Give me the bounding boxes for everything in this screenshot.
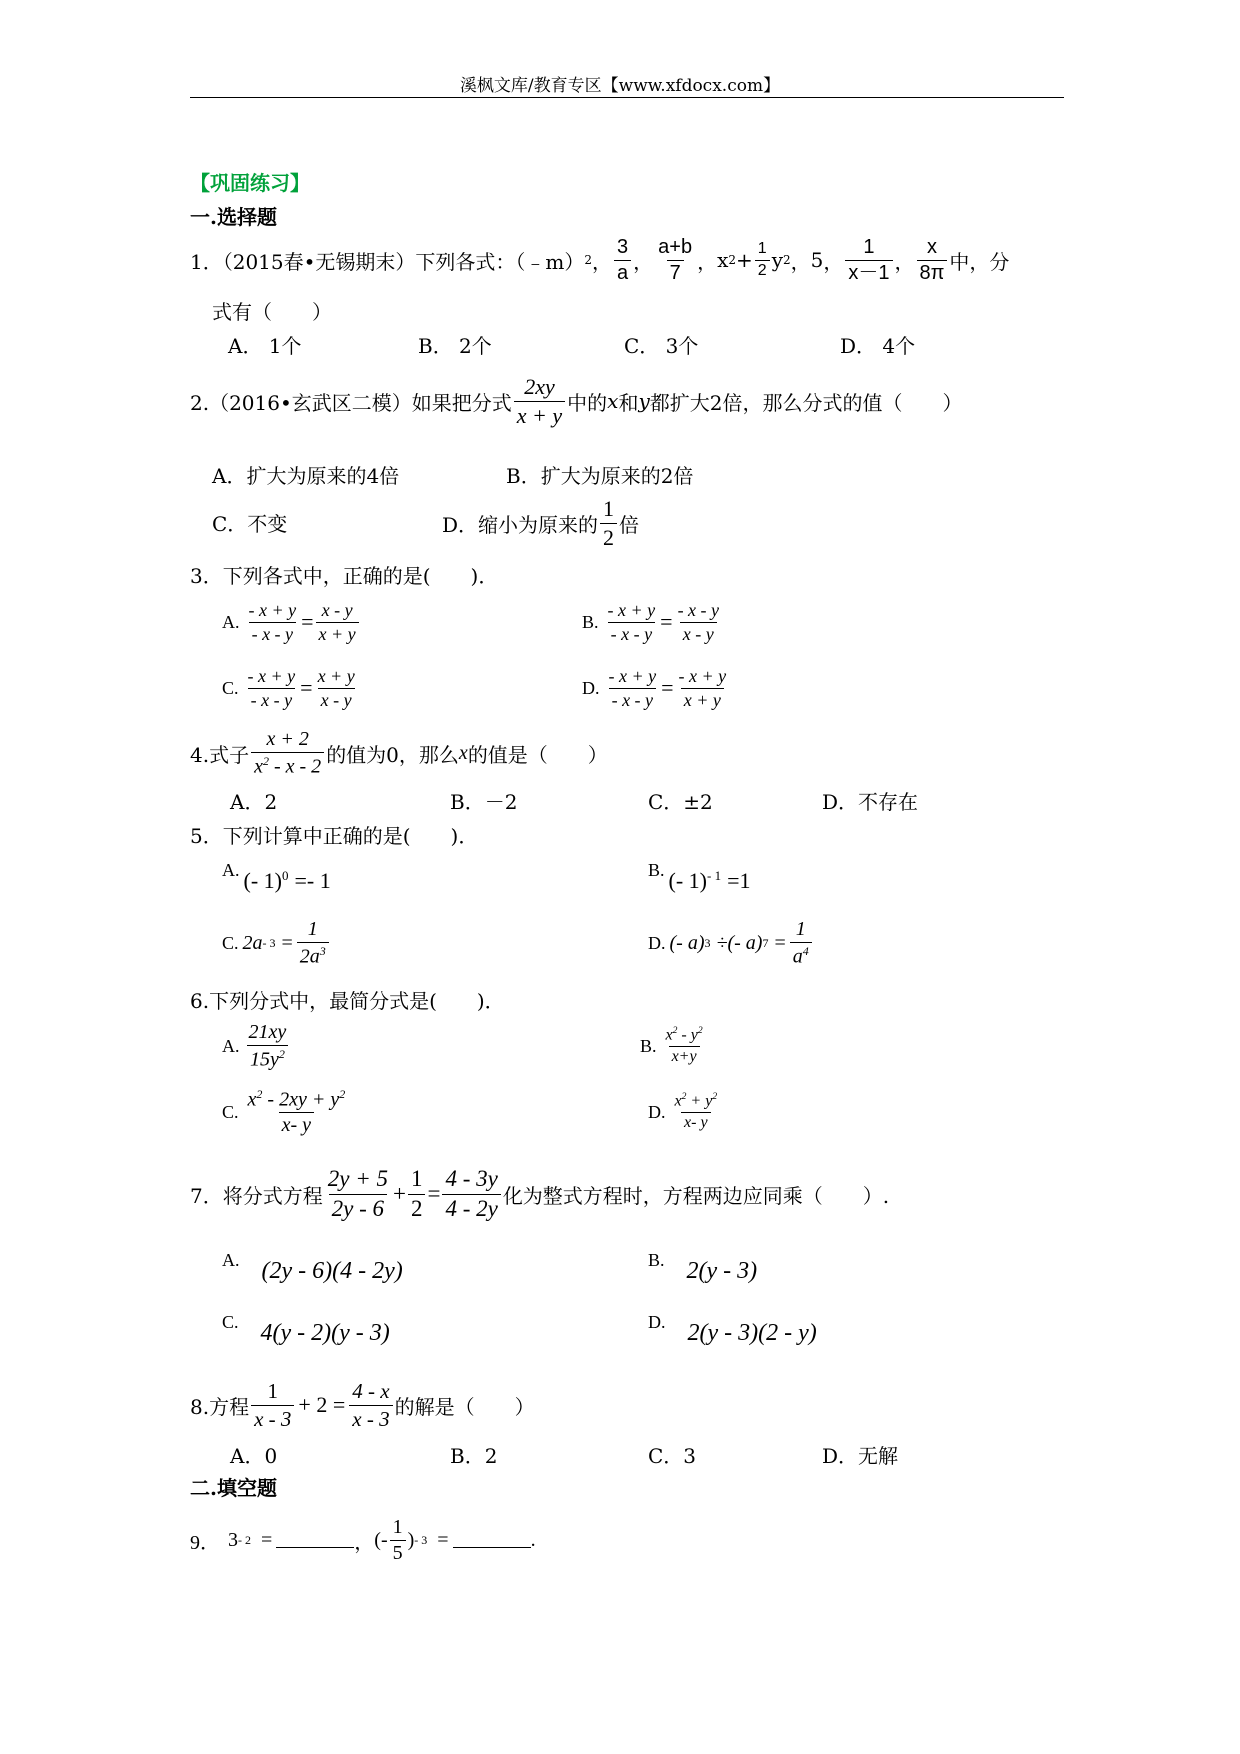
q1-half-den: 2 (755, 260, 770, 280)
q7-fraction-2 (408, 1167, 426, 1220)
q6-c-label: C. (222, 1101, 239, 1122)
q1-sep-6: ， (894, 249, 915, 274)
q4-post1: 的值为0，那么 (326, 742, 459, 767)
question-3-stem: 3．下列各式中，正确的是( )． (190, 564, 499, 588)
q3-b-rd: x - y (680, 622, 717, 644)
q3-c-rd: x - y (318, 688, 355, 710)
q2-option-d[interactable] (442, 494, 639, 552)
q9-frac-num: 1 (392, 1515, 403, 1538)
q1-fraction-a-plus-b (655, 237, 695, 284)
q8-option-d[interactable]: D．无解 (822, 1444, 899, 1468)
q3-d-eq: = (661, 675, 674, 700)
q3-d-ln: - x + y (608, 665, 657, 686)
q3-d-right (676, 667, 730, 710)
q8-post: 的解是（ ） (394, 1394, 535, 1419)
q6-c-den: x- y (279, 1112, 314, 1136)
q8-f1-den: x - 3 (251, 1405, 294, 1430)
q1-sep-1: ， (592, 249, 613, 274)
q7-post: 化为整式方程时，方程两边应同乘（ ）. (502, 1183, 890, 1208)
q3-d-left (606, 667, 660, 710)
q4-frac-den (251, 752, 324, 778)
q4-den-x: x (254, 755, 263, 778)
question-4-stem (190, 722, 608, 784)
q3-c-right (315, 667, 358, 710)
question-6-stem: 6.下列分式中，最简分式是( )． (190, 989, 505, 1013)
q3-c-ld: - x - y (248, 688, 295, 710)
q1-f1-num: 3 (617, 235, 629, 258)
q6-c-num-exp1: 2 (256, 1086, 263, 1101)
question-1-stem-line2: 式有（ ） (212, 300, 332, 324)
q1-f2-den: 7 (667, 260, 684, 284)
q1-tail: 中，分 (949, 249, 1010, 274)
q2-mid2: 都扩大2倍，那么分式的值（ ） (649, 390, 963, 415)
q5-d-label: D. (648, 932, 666, 953)
q8-option-a[interactable]: A．0 (230, 1444, 278, 1468)
q7-pre: 7．将分式方程 (190, 1183, 323, 1208)
q9-exp-1: - 2 (238, 1532, 251, 1547)
q1-sep-3: ， (697, 249, 718, 274)
q1-prefix: 1．（2015春•无锡期末）下列各式：（﹣m） (190, 249, 585, 274)
q8-option-c[interactable]: C．3 (648, 1444, 697, 1468)
q6-c-num-x: x (247, 1088, 257, 1111)
q6-d-num-rest: + y (686, 1092, 713, 1110)
q1-option-a[interactable]: A． 1个 (228, 334, 302, 358)
q6-b-num-x: x (665, 1026, 673, 1044)
q3-b-left (605, 601, 659, 644)
q3-option-b[interactable] (582, 594, 724, 650)
q5-b-exp: - 1 (707, 868, 722, 883)
q2-frac-num: 2xy (524, 374, 555, 400)
q7-plus: + (392, 1181, 406, 1206)
q2-optd-post: 倍 (619, 512, 640, 537)
question-2-stem (190, 368, 962, 434)
q4-den-rest: - x - 2 (268, 755, 322, 778)
q3-c-eq: = (300, 675, 313, 700)
q1-x: x (717, 248, 729, 272)
q5-b-base: (- 1) (668, 868, 707, 893)
q6-c-fraction (245, 1088, 349, 1137)
q1-option-d[interactable]: D． 4个 (840, 334, 916, 358)
q1-sep-5: ， (823, 249, 844, 274)
q2-frac-den: x + y (514, 401, 565, 427)
q4-option-a[interactable]: A．2 (230, 790, 278, 814)
q6-b-den: x+y (669, 1046, 700, 1066)
q7-option-a[interactable] (222, 1250, 403, 1285)
q4-option-c[interactable]: C．±2 (648, 790, 713, 814)
q6-b-num-exp2: 2 (697, 1025, 703, 1037)
q5-a-base: (- 1) (243, 868, 282, 893)
q7-c-label: C. (222, 1312, 239, 1332)
q9-fraction (390, 1517, 406, 1564)
q9-open: (- (374, 1528, 388, 1551)
q3-d-rn: - x + y (678, 665, 727, 686)
q5-c-eq: = (281, 931, 293, 954)
question-9-stem (190, 1508, 536, 1572)
q9-exp-2: - 3 (414, 1532, 428, 1547)
q3-b-ln: - x + y (607, 599, 656, 620)
q5-d-base1: (- a) (669, 931, 705, 954)
q5-c-den (297, 942, 329, 968)
question-8-stem (190, 1374, 535, 1436)
q2-optd-pre: D．缩小为原来的 (442, 512, 599, 537)
q6-d-den: x- y (681, 1112, 711, 1132)
question-7-stem (190, 1160, 889, 1228)
q5-d-exp2: 7 (762, 935, 769, 950)
q6-c-num-exp2: 2 (339, 1086, 346, 1101)
q6-b-num-rest: - y (677, 1026, 698, 1044)
q2-option-b[interactable]: B．扩大为原来的2倍 (506, 464, 694, 488)
q7-f3-den: 4 - 2y (442, 1194, 500, 1221)
q5-option-c[interactable] (222, 914, 331, 972)
q4-x: x (458, 741, 468, 764)
q6-b-num (663, 1026, 706, 1046)
q3-a-ln: - x + y (248, 599, 297, 620)
q1-five: 5 (810, 248, 824, 272)
section-choice-heading: 一.选择题 (190, 205, 277, 229)
q3-c-rn: x + y (317, 665, 355, 686)
q9-eq-2: = (437, 1528, 449, 1551)
q1-fraction-1-over-x-minus-1 (845, 237, 892, 284)
q4-pre: 4.式子 (190, 742, 250, 767)
q6-option-a[interactable] (222, 1016, 291, 1076)
q5-c-den-exp: 3 (319, 943, 326, 958)
q2-prefix: 2.（2016•玄武区二模）如果把分式 (190, 390, 512, 415)
q7-c-expr: 4(y - 2)(y - 3) (260, 1320, 390, 1346)
q3-c-label: C. (222, 677, 239, 698)
q1-y-exp: 2 (783, 253, 791, 267)
q4-fraction (251, 729, 324, 778)
q8-pre: 8.方程 (190, 1394, 250, 1419)
q5-b-rhs: =1 (727, 868, 751, 893)
q1-f2-num: a+b (658, 235, 693, 258)
q3-d-rd: x + y (681, 688, 724, 710)
q7-b-label: B. (648, 1250, 665, 1270)
q5-a-label: A. (222, 860, 240, 880)
q3-b-eq: = (660, 609, 673, 634)
q6-option-d[interactable] (648, 1086, 722, 1138)
q7-option-d[interactable] (648, 1312, 817, 1347)
q1-f1-den: a (614, 260, 631, 284)
q1-f4-num: x (926, 235, 937, 258)
q1-f4-den: 8π (917, 260, 948, 284)
q2-mid1: 中的 (567, 390, 608, 415)
q1-fraction-x-over-8pi (917, 237, 948, 284)
practice-heading: 【巩固练习】 (190, 171, 310, 195)
q5-d-den (790, 942, 812, 968)
q3-a-left (246, 601, 300, 644)
q5-d-div: ÷(- a) (716, 931, 763, 954)
q2-optd-num: 1 (603, 496, 615, 522)
q5-d-den-exp: 4 (802, 943, 809, 958)
q3-d-label: D. (582, 677, 600, 698)
q4-post2: 的值是（ ） (467, 742, 608, 767)
q6-b-fraction (663, 1026, 706, 1066)
q1-plus: + (736, 248, 753, 272)
q6-a-label: A. (222, 1035, 240, 1056)
q3-c-ln: - x + y (247, 665, 296, 686)
q5-a-exp: 0 (281, 868, 289, 883)
q2-y: y (638, 389, 650, 413)
q5-c-num: 1 (307, 917, 318, 940)
q8-f2-num: 4 - x (352, 1379, 390, 1404)
q6-a-den-base: 15y (249, 1048, 279, 1071)
section-fill-heading: 二.填空题 (190, 1476, 277, 1500)
q5-d-num: 1 (795, 917, 806, 940)
q7-a-label: A. (222, 1250, 240, 1270)
q5-d-eq: = (774, 931, 786, 954)
q6-option-c[interactable] (222, 1082, 350, 1142)
q3-b-rn: - x - y (677, 599, 720, 620)
q6-d-fraction (672, 1092, 721, 1132)
q5-c-fraction (297, 919, 329, 968)
q6-a-den (247, 1045, 288, 1071)
q2-option-c[interactable]: C．不变 (212, 512, 288, 536)
q6-a-num: 21xy (248, 1020, 287, 1043)
q9-blank-1[interactable] (276, 1533, 354, 1548)
q1-option-c[interactable]: C． 3个 (624, 334, 699, 358)
q7-f2-den: 2 (408, 1194, 426, 1221)
q3-a-rd: x + y (316, 622, 359, 644)
q1-f3-num: 1 (863, 235, 875, 258)
q6-d-num-exp1: 2 (681, 1091, 687, 1103)
header-rule (190, 97, 1064, 98)
q3-option-c[interactable] (222, 660, 360, 716)
q8-mid: + 2 = (298, 1392, 346, 1417)
q7-b-expr: 2(y - 3) (686, 1258, 758, 1284)
q6-c-num-rest: - 2xy + y (262, 1088, 340, 1111)
q4-option-b[interactable]: B．－2 (450, 790, 518, 814)
q6-d-num-x: x (674, 1092, 682, 1110)
q8-f2-den: x - 3 (349, 1405, 392, 1430)
q2-optd-fraction (600, 497, 617, 548)
q7-fraction-1 (325, 1167, 391, 1220)
q3-d-ld: - x - y (609, 688, 656, 710)
q3-option-a[interactable] (222, 594, 361, 650)
q9-sep: ， (354, 1531, 375, 1554)
q6-d-num-exp2: 2 (712, 1091, 718, 1103)
q7-a-expr: (2y - 6)(4 - 2y) (261, 1258, 403, 1284)
q9-close: ) (407, 1528, 415, 1551)
q3-option-d[interactable] (582, 660, 731, 716)
q5-c-base: 2a (242, 931, 263, 954)
q6-a-fraction (246, 1022, 290, 1071)
q5-option-b[interactable] (648, 860, 751, 904)
q8-f1-num: 1 (267, 1379, 278, 1404)
q1-half-num: 1 (757, 239, 767, 257)
q4-frac-num: x + 2 (266, 727, 309, 750)
q7-eq: = (427, 1181, 441, 1206)
q2-x: x (607, 389, 619, 413)
q5-option-d[interactable] (648, 914, 814, 972)
q7-f2-num: 1 (410, 1166, 423, 1192)
q5-d-den-base: a (792, 945, 803, 968)
q8-fraction-2 (349, 1380, 392, 1429)
q1-sep-2: ， (633, 249, 654, 274)
q3-a-eq: = (301, 609, 314, 634)
q9-pre: 9． (190, 1531, 220, 1554)
q2-fraction (514, 375, 565, 426)
q9-frac-den: 5 (390, 1540, 406, 1564)
q7-d-expr: 2(y - 3)(2 - y) (687, 1320, 817, 1346)
q2-optd-den: 2 (600, 523, 617, 549)
q6-b-label: B. (640, 1035, 657, 1056)
q7-f1-den: 2y - 6 (329, 1194, 387, 1221)
q3-a-rn: x - y (321, 599, 353, 620)
q5-a-rhs: =- 1 (294, 868, 331, 893)
q9-base-3: 3 (228, 1528, 238, 1551)
q5-d-exp1: 3 (704, 935, 711, 950)
q1-x-exp: 2 (728, 253, 737, 267)
page-header-title: 溪枫文库/教育专区【www.xfdocx.com】 (459, 76, 781, 96)
q1-exponent: 2 (584, 253, 593, 267)
q9-end: . (530, 1528, 536, 1551)
q7-f1-num: 2y + 5 (327, 1166, 388, 1192)
q1-fraction-3-over-a (614, 237, 631, 284)
q1-half (755, 241, 770, 280)
q6-c-num (245, 1088, 349, 1113)
q5-option-a[interactable] (222, 860, 331, 904)
question-5-stem: 5．下列计算中正确的是( )． (190, 824, 479, 848)
q5-c-exp: - 3 (262, 935, 276, 950)
q1-sep-4: ， (790, 249, 811, 274)
q5-c-den-base: 2a (299, 945, 320, 968)
q9-eq-1: = (261, 1528, 273, 1551)
q2-option-a[interactable]: A．扩大为原来的4倍 (212, 464, 400, 488)
q2-and: 和 (618, 390, 639, 415)
q7-option-c[interactable] (222, 1312, 390, 1347)
q7-option-b[interactable] (648, 1250, 757, 1285)
q9-blank-2[interactable] (453, 1533, 531, 1548)
q3-a-right (316, 601, 359, 644)
q7-fraction-3 (442, 1167, 500, 1220)
question-1-stem (190, 232, 1009, 288)
q4-option-d[interactable]: D．不存在 (822, 790, 919, 814)
q6-b-num-exp1: 2 (672, 1025, 678, 1037)
q5-b-label: B. (648, 860, 665, 880)
q3-c-left (245, 667, 299, 710)
q6-option-b[interactable] (640, 1020, 708, 1072)
q3-a-ld: - x - y (249, 622, 296, 644)
q3-b-ld: - x - y (608, 622, 655, 644)
q1-option-b[interactable]: B． 2个 (418, 334, 492, 358)
q6-a-den-exp: 2 (278, 1046, 285, 1061)
q5-c-label: C. (222, 932, 239, 953)
q6-d-num (672, 1092, 721, 1112)
q3-a-label: A. (222, 611, 240, 632)
q7-d-label: D. (648, 1312, 666, 1332)
q8-fraction-1 (251, 1380, 294, 1429)
q5-d-fraction (790, 919, 812, 968)
q4-den-exp: 2 (262, 753, 269, 768)
q1-f3-den: x－1 (845, 260, 892, 284)
q8-option-b[interactable]: B．2 (450, 1444, 498, 1468)
q3-b-label: B. (582, 611, 599, 632)
q6-d-label: D. (648, 1101, 666, 1122)
q3-b-right (675, 601, 722, 644)
q7-f3-num: 4 - 3y (445, 1166, 498, 1192)
q1-y: y (771, 248, 783, 272)
